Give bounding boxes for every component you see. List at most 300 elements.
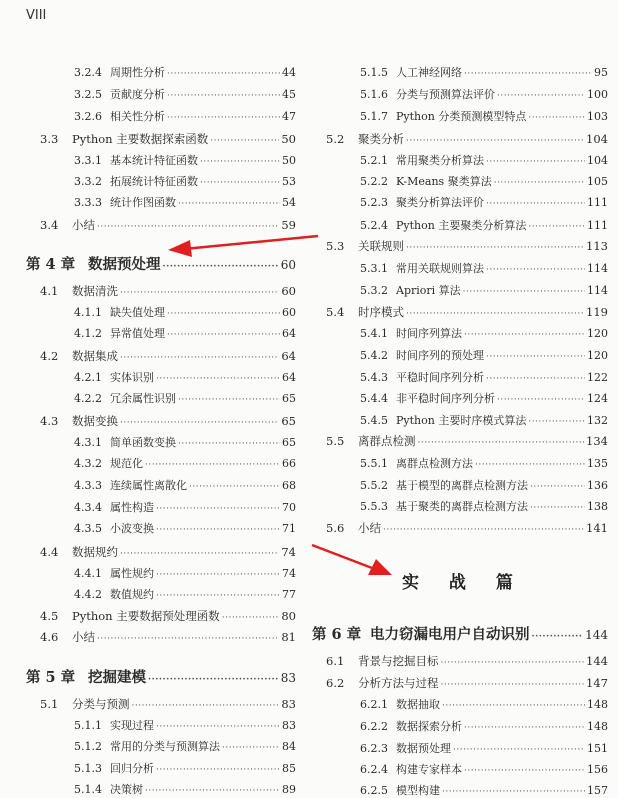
toc-entry[interactable] xyxy=(360,740,608,756)
toc-leader-dots xyxy=(497,88,585,101)
toc-entry[interactable] xyxy=(74,390,296,406)
toc-entry[interactable] xyxy=(360,718,608,734)
toc-leader-dots xyxy=(383,521,584,535)
toc-entry-title: 规范化 xyxy=(110,457,143,470)
toc-leader-dots xyxy=(497,392,585,405)
toc-leader-dots xyxy=(441,654,585,668)
toc-entry-number: 4.3.5 xyxy=(74,522,102,535)
toc-entry[interactable] xyxy=(40,131,296,147)
toc-entry[interactable] xyxy=(74,86,296,102)
toc-leader-dots xyxy=(178,196,280,209)
toc-entry-number: 4.1 xyxy=(40,284,59,298)
toc-entry-page: 64 xyxy=(282,327,296,340)
toc-entry[interactable] xyxy=(360,498,608,514)
toc-entry-number: 3.4 xyxy=(40,218,59,232)
toc-entry-number: 4.2.1 xyxy=(74,371,102,384)
toc-entry-page: 65 xyxy=(282,392,296,405)
toc-entry-number: 4.2.2 xyxy=(74,392,102,405)
toc-entry[interactable] xyxy=(360,761,608,777)
toc-entry-title: Python 分类预测模型特点 xyxy=(396,110,527,123)
toc-entry[interactable] xyxy=(360,86,608,102)
toc-entry[interactable] xyxy=(360,369,608,385)
toc-leader-dots xyxy=(178,436,280,449)
toc-entry[interactable] xyxy=(40,696,296,712)
toc-entry-number: 6.2.3 xyxy=(360,742,388,755)
toc-entry-title: 拓展统计特征函数 xyxy=(110,175,198,188)
toc-entry-title: 连续属性离散化 xyxy=(110,479,187,492)
toc-entry-number: 4.1.2 xyxy=(74,327,102,340)
toc-entry-page: 89 xyxy=(282,783,296,796)
toc-entry[interactable] xyxy=(74,499,296,515)
toc-entry-page: 134 xyxy=(586,434,608,448)
toc-entry-title: Python 主要数据探索函数 xyxy=(72,132,209,146)
toc-entry-page: 111 xyxy=(587,219,608,232)
toc-entry-page: 136 xyxy=(587,479,608,492)
toc-entry[interactable] xyxy=(360,173,608,189)
toc-entry-page: 45 xyxy=(282,88,296,101)
toc-leader-dots xyxy=(120,284,279,298)
toc-entry-title: 常用聚类分析算法 xyxy=(396,154,484,167)
toc-entry[interactable] xyxy=(360,477,608,493)
toc-entry-page: 54 xyxy=(282,196,296,209)
toc-entry-number: 3.3.1 xyxy=(74,154,102,167)
toc-entry-page: 113 xyxy=(586,239,608,253)
toc-entry-number: 5.1.5 xyxy=(360,66,388,79)
toc-entry[interactable] xyxy=(74,108,296,124)
toc-leader-dots xyxy=(494,175,585,188)
toc-entry-page: 104 xyxy=(586,132,608,146)
toc-entry[interactable] xyxy=(40,217,296,233)
toc-leader-dots xyxy=(167,66,280,79)
toc-entry[interactable] xyxy=(326,433,608,449)
toc-entry-number: 6.1 xyxy=(326,654,345,668)
toc-entry-number: 5.5 xyxy=(326,434,345,448)
toc-leader-dots xyxy=(528,110,585,123)
toc-entry-number: 4.1.1 xyxy=(74,306,102,319)
toc-entry-title: K-Means 聚类算法 xyxy=(396,175,492,188)
toc-entry[interactable] xyxy=(360,390,608,406)
toc-entry-page: 60 xyxy=(280,258,296,272)
toc-chapter[interactable] xyxy=(26,666,296,687)
toc-entry-page: 71 xyxy=(282,522,296,535)
toc-entry-page: 135 xyxy=(587,457,608,470)
toc-entry-number: 5.4.4 xyxy=(360,392,388,405)
toc-entry-number: 4.4.2 xyxy=(74,588,102,601)
toc-entry[interactable] xyxy=(74,455,296,471)
toc-entry-number: 6.2 xyxy=(326,676,345,690)
toc-entry-title: 周期性分析 xyxy=(110,66,165,79)
toc-entry[interactable] xyxy=(74,520,296,536)
toc-entry-page: 132 xyxy=(587,414,608,427)
toc-leader-dots xyxy=(464,720,585,733)
toc-leader-dots xyxy=(156,522,280,535)
toc-chapter[interactable] xyxy=(312,623,608,644)
toc-entry-number: 4.3 xyxy=(40,414,59,428)
toc-entry-number: 5.1 xyxy=(40,697,59,711)
toc-entry-title: Python 主要数据预处理函数 xyxy=(72,609,220,623)
toc-entry[interactable] xyxy=(326,304,608,320)
toc-entry[interactable] xyxy=(360,325,608,341)
toc-entry-title: 非平稳时间序列分析 xyxy=(396,392,495,405)
toc-entry-title: 离群点检测 xyxy=(358,434,416,448)
toc-entry-page: 47 xyxy=(282,110,296,123)
toc-entry[interactable] xyxy=(360,152,608,168)
toc-entry-title: 时序模式 xyxy=(358,305,404,319)
toc-entry-title: 离群点检测方法 xyxy=(396,457,473,470)
toc-leader-dots xyxy=(486,371,585,384)
toc-entry-title: 人工神经网络 xyxy=(396,66,462,79)
toc-entry[interactable] xyxy=(74,477,296,493)
toc-leader-dots xyxy=(464,763,585,776)
toc-entry[interactable] xyxy=(326,238,608,254)
toc-leader-dots xyxy=(156,501,280,514)
toc-entry-title: Python 主要聚类分析算法 xyxy=(396,219,527,232)
toc-entry-title: 数据预处理 xyxy=(396,742,451,755)
toc-leader-dots xyxy=(156,719,280,732)
toc-entry-number: 6.2.2 xyxy=(360,720,388,733)
toc-leader-dots xyxy=(97,218,279,232)
toc-leader-dots xyxy=(486,196,585,209)
toc-entry[interactable] xyxy=(74,738,296,754)
toc-entry-number: 4.3.4 xyxy=(74,501,102,514)
toc-entry-title: 数据抽取 xyxy=(396,698,440,711)
toc-entry[interactable] xyxy=(360,64,608,80)
toc-entry-number: 3.2.4 xyxy=(74,66,102,79)
toc-leader-dots xyxy=(418,434,585,448)
toc-entry-title: 数据集成 xyxy=(72,349,118,363)
toc-entry-page: 124 xyxy=(587,392,608,405)
toc-entry[interactable] xyxy=(326,675,608,691)
toc-leader-dots xyxy=(163,256,279,273)
toc-leader-dots xyxy=(145,457,280,470)
toc-entry-title: 电力窃漏电用户自动识别 xyxy=(370,626,530,643)
toc-leader-dots xyxy=(463,284,585,297)
toc-entry-number: 4.6 xyxy=(40,630,59,644)
toc-leader-dots xyxy=(156,588,280,601)
toc-entry-number: 4.4 xyxy=(40,545,59,559)
toc-leader-dots xyxy=(120,545,279,559)
toc-entry-title: 缺失值处理 xyxy=(110,306,165,319)
toc-entry[interactable] xyxy=(360,455,608,471)
toc-leader-dots xyxy=(120,349,279,363)
toc-entry-number: 5.4.2 xyxy=(360,349,388,362)
toc-entry[interactable] xyxy=(74,760,296,776)
toc-entry[interactable] xyxy=(326,653,608,669)
toc-entry-page: 64 xyxy=(282,371,296,384)
toc-entry-page: 68 xyxy=(282,479,296,492)
toc-leader-dots xyxy=(210,132,279,146)
toc-entry-title: 基于聚类的离群点检测方法 xyxy=(396,500,528,513)
toc-entry-title: 贡献度分析 xyxy=(110,88,165,101)
toc-entry[interactable] xyxy=(360,347,608,363)
toc-leader-dots xyxy=(167,110,280,123)
toc-entry-title: 异常值处理 xyxy=(110,327,165,340)
toc-entry-title: 常用关联规则算法 xyxy=(396,262,484,275)
toc-entry-title: 模型构建 xyxy=(396,784,440,797)
toc-entry-title: Apriori 算法 xyxy=(396,284,461,297)
toc-leader-dots xyxy=(132,697,280,711)
toc-entry[interactable] xyxy=(74,325,296,341)
toc-entry[interactable] xyxy=(360,282,608,298)
toc-leader-dots xyxy=(222,609,280,623)
toc-entry-number: 5.2 xyxy=(326,132,345,146)
toc-entry-page: 114 xyxy=(587,284,608,297)
toc-entry[interactable] xyxy=(74,173,296,189)
toc-entry[interactable] xyxy=(74,152,296,168)
toc-entry-title: 数据预处理 xyxy=(88,256,161,273)
toc-entry-title: 数值规约 xyxy=(110,588,154,601)
toc-entry-page: 95 xyxy=(594,66,608,79)
toc-entry-title: 冗余属性识别 xyxy=(110,392,176,405)
toc-entry-title: 分析方法与过程 xyxy=(358,676,439,690)
toc-entry-title: 实现过程 xyxy=(110,719,154,732)
toc-entry-title: 平稳时间序列分析 xyxy=(396,371,484,384)
toc-entry-page: 60 xyxy=(281,284,296,298)
toc-entry[interactable] xyxy=(360,696,608,712)
toc-entry-page: 80 xyxy=(281,609,296,623)
toc-entry-page: 65 xyxy=(282,436,296,449)
toc-leader-dots xyxy=(189,479,280,492)
toc-entry[interactable] xyxy=(360,108,608,124)
toc-leader-dots xyxy=(156,371,280,384)
toc-leader-dots xyxy=(442,784,585,797)
toc-entry-title: 决策树 xyxy=(110,783,143,796)
toc-entry-number: 3.3 xyxy=(40,132,59,146)
toc-entry-number: 5.1.7 xyxy=(360,110,388,123)
toc-entry-page: 144 xyxy=(586,654,608,668)
toc-entry[interactable] xyxy=(74,781,296,797)
toc-entry-number: 4.3.2 xyxy=(74,457,102,470)
toc-entry-number: 5.1.4 xyxy=(74,783,102,796)
toc-entry-page: 147 xyxy=(586,676,608,690)
toc-leader-dots xyxy=(442,698,585,711)
toc-entry-title: Python 主要时序模式算法 xyxy=(396,414,527,427)
toc-entry-title: 简单函数变换 xyxy=(110,436,176,449)
toc-entry[interactable] xyxy=(74,369,296,385)
toc-entry-page: 85 xyxy=(282,762,296,775)
toc-leader-dots xyxy=(475,457,585,470)
toc-entry-page: 66 xyxy=(282,457,296,470)
toc-entry-number: 5.6 xyxy=(326,521,345,535)
toc-entry-page: 64 xyxy=(281,349,296,363)
toc-leader-dots xyxy=(406,305,584,319)
toc-entry-title: 属性规约 xyxy=(110,567,154,580)
toc-entry-number: 第 5 章 xyxy=(26,669,76,686)
toc-entry-title: 属性构造 xyxy=(110,501,154,514)
toc-entry-title: 时间序列算法 xyxy=(396,327,462,340)
toc-entry-page: 120 xyxy=(587,327,608,340)
toc-entry-number: 6.2.5 xyxy=(360,784,388,797)
toc-entry-page: 104 xyxy=(587,154,608,167)
toc-entry-page: 50 xyxy=(281,132,296,146)
toc-leader-dots xyxy=(120,414,279,428)
toc-entry[interactable] xyxy=(74,565,296,581)
toc-entry-number: 4.4.1 xyxy=(74,567,102,580)
toc-entry-page: 114 xyxy=(587,262,608,275)
toc-entry-title: 时间序列的预处理 xyxy=(396,349,484,362)
toc-entry[interactable] xyxy=(40,544,296,560)
toc-entry-title: 分类与预测算法评价 xyxy=(396,88,495,101)
toc-entry-number: 5.5.1 xyxy=(360,457,388,470)
toc-entry-page: 120 xyxy=(587,349,608,362)
toc-entry-title: 小结 xyxy=(72,218,95,232)
toc-entry-number: 5.1.3 xyxy=(74,762,102,775)
toc-entry-page: 70 xyxy=(282,501,296,514)
toc-entry-title: 统计作图函数 xyxy=(110,196,176,209)
toc-entry-number: 3.3.2 xyxy=(74,175,102,188)
toc-leader-dots xyxy=(200,154,280,167)
toc-entry-page: 84 xyxy=(282,740,296,753)
toc-leader-dots xyxy=(145,783,280,796)
page-number: VIII xyxy=(26,8,47,23)
toc-entry-title: 小结 xyxy=(72,630,95,644)
toc-leader-dots xyxy=(486,262,585,275)
toc-entry[interactable] xyxy=(360,194,608,210)
toc-entry-title: 数据规约 xyxy=(72,545,118,559)
toc-entry-number: 3.3.3 xyxy=(74,196,102,209)
toc-leader-dots xyxy=(97,630,279,644)
toc-entry-page: 105 xyxy=(587,175,608,188)
toc-entry-number: 5.1.2 xyxy=(74,740,102,753)
toc-leader-dots xyxy=(156,567,280,580)
toc-entry-number: 5.4.1 xyxy=(360,327,388,340)
toc-leader-dots xyxy=(528,414,585,427)
toc-entry-number: 4.3.1 xyxy=(74,436,102,449)
toc-entry-page: 74 xyxy=(282,567,296,580)
toc-entry-number: 5.2.4 xyxy=(360,219,388,232)
toc-entry-title: 常用的分类与预测算法 xyxy=(110,740,220,753)
toc-entry[interactable] xyxy=(74,717,296,733)
toc-entry-page: 53 xyxy=(282,175,296,188)
toc-leader-dots xyxy=(441,676,585,690)
toc-entry[interactable] xyxy=(40,283,296,299)
part-title: 实 战 篇 xyxy=(402,573,525,593)
toc-entry-title: 基于模型的离群点检测方法 xyxy=(396,479,528,492)
toc-entry-page: 138 xyxy=(587,500,608,513)
toc-leader-dots xyxy=(167,306,280,319)
toc-entry-title: 背景与挖掘目标 xyxy=(358,654,439,668)
toc-leader-dots xyxy=(148,669,279,686)
toc-entry-title: 小结 xyxy=(358,521,381,535)
toc-leader-dots xyxy=(528,219,585,232)
toc-entry[interactable] xyxy=(40,629,296,645)
toc-entry-number: 5.4 xyxy=(326,305,345,319)
toc-leader-dots xyxy=(486,349,585,362)
toc-chapter[interactable] xyxy=(26,253,296,274)
toc-leader-dots xyxy=(453,742,585,755)
toc-entry-number: 5.3 xyxy=(326,239,345,253)
toc-entry-title: 数据探索分析 xyxy=(396,720,462,733)
toc-entry[interactable] xyxy=(74,434,296,450)
toc-entry-number: 6.2.4 xyxy=(360,763,388,776)
toc-entry[interactable] xyxy=(360,260,608,276)
toc-entry[interactable] xyxy=(326,131,608,147)
toc-entry-page: 60 xyxy=(282,306,296,319)
toc-leader-dots xyxy=(222,740,280,753)
toc-entry-title: 回归分析 xyxy=(110,762,154,775)
toc-entry[interactable] xyxy=(74,194,296,210)
toc-entry-page: 50 xyxy=(282,154,296,167)
toc-entry[interactable] xyxy=(40,608,296,624)
toc-leader-dots xyxy=(486,154,585,167)
toc-leader-dots xyxy=(167,88,280,101)
toc-entry-page: 148 xyxy=(587,720,608,733)
toc-entry-page: 77 xyxy=(282,588,296,601)
toc-entry-number: 5.5.2 xyxy=(360,479,388,492)
toc-entry[interactable] xyxy=(74,586,296,602)
toc-entry-page: 141 xyxy=(586,521,608,535)
toc-entry[interactable] xyxy=(74,64,296,80)
toc-entry-title: 实体识别 xyxy=(110,371,154,384)
toc-entry-number: 4.2 xyxy=(40,349,59,363)
toc-entry[interactable] xyxy=(74,304,296,320)
toc-entry-page: 148 xyxy=(587,698,608,711)
toc-entry[interactable] xyxy=(360,412,608,428)
toc-entry-number: 5.1.1 xyxy=(74,719,102,732)
toc-entry[interactable] xyxy=(40,413,296,429)
toc-entry-page: 111 xyxy=(587,196,608,209)
toc-entry[interactable] xyxy=(40,348,296,364)
toc-entry-title: 聚类分析 xyxy=(358,132,404,146)
toc-entry-number: 6.2.1 xyxy=(360,698,388,711)
toc-entry-number: 5.2.3 xyxy=(360,196,388,209)
toc-leader-dots xyxy=(530,479,585,492)
toc-entry-page: 122 xyxy=(587,371,608,384)
toc-entry-number: 5.1.6 xyxy=(360,88,388,101)
toc-entry-page: 65 xyxy=(281,414,296,428)
toc-entry-number: 第 4 章 xyxy=(26,256,76,273)
toc-entry-page: 151 xyxy=(587,742,608,755)
toc-entry-page: 103 xyxy=(587,110,608,123)
toc-leader-dots xyxy=(178,392,280,405)
toc-entry-title: 聚类分析算法评价 xyxy=(396,196,484,209)
toc-entry-number: 4.3.3 xyxy=(74,479,102,492)
toc-entry-title: 数据清洗 xyxy=(72,284,118,298)
toc-leader-dots xyxy=(167,327,280,340)
toc-entry-number: 3.2.5 xyxy=(74,88,102,101)
toc-entry-number: 4.5 xyxy=(40,609,59,623)
toc-entry-page: 157 xyxy=(587,784,608,797)
toc-entry-page: 119 xyxy=(586,305,608,319)
toc-entry-number: 5.4.3 xyxy=(360,371,388,384)
toc-entry[interactable] xyxy=(360,217,608,233)
toc-entry-title: 小波变换 xyxy=(110,522,154,535)
toc-entry-number: 5.2.1 xyxy=(360,154,388,167)
toc-leader-dots xyxy=(156,762,280,775)
toc-entry-page: 144 xyxy=(585,628,608,642)
toc-entry-page: 100 xyxy=(587,88,608,101)
toc-entry-page: 83 xyxy=(281,697,296,711)
toc-entry-number: 第 6 章 xyxy=(312,626,362,643)
toc-entry-number: 5.3.2 xyxy=(360,284,388,297)
red-arrow-part-title-icon xyxy=(312,545,392,575)
toc-entry-page: 156 xyxy=(587,763,608,776)
toc-entry-title: 相关性分析 xyxy=(110,110,165,123)
toc-entry-title: 挖掘建模 xyxy=(88,669,146,686)
toc-leader-dots xyxy=(200,175,280,188)
toc-leader-dots xyxy=(464,327,585,340)
toc-entry[interactable] xyxy=(360,782,608,798)
toc-entry-number: 5.3.1 xyxy=(360,262,388,275)
toc-entry-page: 44 xyxy=(282,66,296,79)
toc-entry-number: 5.4.5 xyxy=(360,414,388,427)
toc-entry-page: 74 xyxy=(281,545,296,559)
toc-entry[interactable] xyxy=(326,520,608,536)
toc-entry-number: 5.2.2 xyxy=(360,175,388,188)
toc-leader-dots xyxy=(532,626,584,643)
toc-entry-title: 数据变换 xyxy=(72,414,118,428)
toc-entry-number: 5.5.3 xyxy=(360,500,388,513)
